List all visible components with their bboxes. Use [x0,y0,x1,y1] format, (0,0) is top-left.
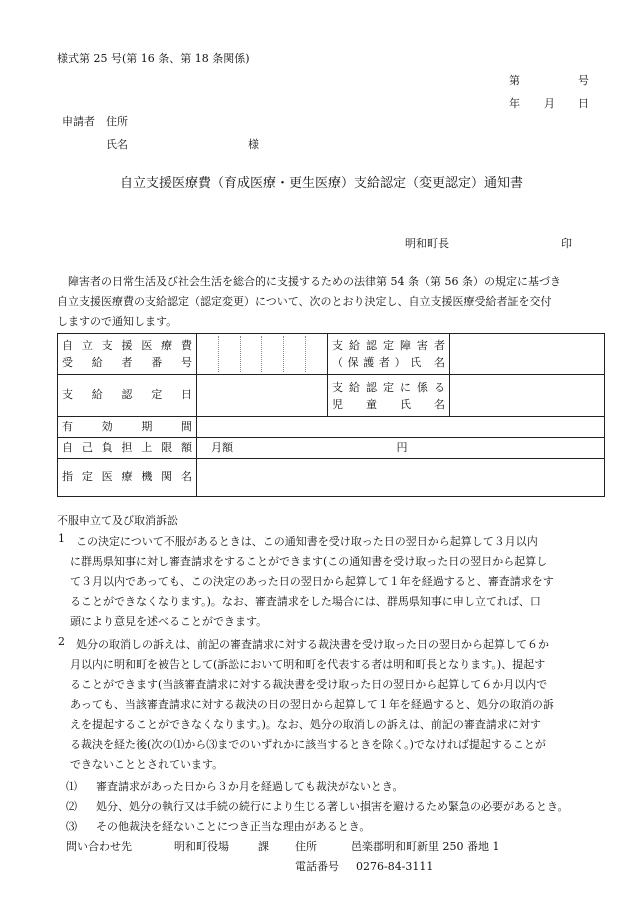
contact-section: 課 [258,840,269,853]
contact-label: 問い合わせ先 [66,840,132,853]
contact-office: 明和町役場 [174,840,229,853]
appeal-item1: この決定について不服があるときは、この通知書を受け取った日の翌日から起算して３月以内 に群馬県知事に対し審査請求をすることができます(この通知書を受け取った日の翌日から起算し て３月以内であっても、この決定のあった日の翌日から起算して１年を経過すると、審査請求をす ることができなくなります。)。なお、審査請求をした場合には、群馬県知事に申し立てれば、口 頭により意見を述べることができます。 [70,535,554,628]
child-value[interactable] [450,375,605,417]
contact-phone: 0276-84-3111 [356,860,434,873]
cert-person-label: 支 給 認 定 障 害 者 （保護者）氏 名 [328,334,450,375]
applicant-honorific: 様 [248,138,259,151]
doc-number-prefix: 第 [509,74,520,87]
cert-date-label: 支 給 認 定 日 [58,375,197,417]
date-month: 月 [544,97,555,110]
recipient-number-label: 自 立 支 援 医 療 費 受 給 者 番 号 [58,334,197,375]
date-day: 日 [578,97,589,110]
valid-period-label: 有 効 期 間 [58,417,197,438]
child-label: 支 給 認 定 に 係 る 児 童 氏 名 [328,375,450,417]
sub-item-3-text: その他裁決を経ないことにつき正当な理由があるとき。 [96,820,371,833]
appeal-heading: 不服申立て及び取消訴訟 [57,514,178,527]
applicant-name-label: 氏名 [106,138,128,151]
applicant-address-label: 住所 [106,115,128,128]
digit-boxes [197,336,327,372]
intro-paragraph [57,272,589,332]
sub-item-2-text: 処分、処分の執行又は手続の続行により生じる著しい損害を避けるため緊急の必要があるとき。 [96,800,569,813]
page-title: 自立支援医療費（育成医療・更生医療）支給認定（変更認定）通知書 [120,176,524,191]
contact-address-label: 住所 [295,840,317,853]
contact-phone-label: 電話番号 [295,860,339,873]
copay-month: 月額 [211,440,233,454]
sub-item-1-text: 審査請求があった日から３か月を経過しても裁決がないとき。 [96,780,404,793]
certification-table [57,333,605,497]
copay-yen: 円 [396,440,408,454]
intro-line: 障害者の日常生活及び社会生活を総合的に支援するための法律第 54 条（第 56 条）の規定に基づき [68,275,561,288]
cert-person-value[interactable] [450,334,605,375]
cert-date-value[interactable] [197,375,328,417]
appeal-item1-number: 1 [58,532,65,545]
copay-label: 自 己 負 担 上 限 額 [58,438,197,459]
doc-number-suffix: 号 [578,74,589,87]
issuer-name: 明和町長 [405,237,449,250]
applicant-label: 申請者 [62,115,95,128]
contact-address: 邑楽郡明和町新里 250 番地 1 [351,840,500,853]
sub-item-2-number: ⑵ [66,800,77,813]
intro-line: 自立支援医療費の支給認定（認定変更）について、次のとおり決定し、自立支援医療受給者証を交付 [57,295,552,308]
form-number: 様式第 25 号(第 16 条、第 18 条関係) [57,52,250,65]
recipient-number-boxes[interactable] [197,334,328,375]
institution-label: 指 定 医 療 機 関 名 [58,459,197,497]
date-year: 年 [509,97,520,110]
institution-value[interactable] [197,459,605,497]
sub-item-3-number: ⑶ [66,820,77,833]
appeal-item2-number: 2 [58,635,65,648]
intro-line: しますので通知します。 [57,315,178,328]
valid-period-value[interactable] [197,417,605,438]
sub-item-1-number: ⑴ [66,780,77,793]
appeal-item2: 処分の取消しの訴えは、前記の審査請求に対する裁決書を受け取った日の翌日から起算して６か 月以内に明和町を被告として(訴訟において明和町を代表する者は明和町長となります。)、提起す ることができます(当該審査請求に対する裁決書を受け取った日の翌日から起算して６か月以内で あっても、当該審査請求に対する裁決の日の翌日から起算して１年を経過すると、処分の取消の訴 えを提起することができなくなります。)。なお、処分の取消しの訴えは、前記の審査請求に対す る裁決を経た後(次の⑴から⑶までのいずれかに該当するときを除く。)でなければ提起することが できないこととされています。 [70,638,554,771]
issuer-seal: 印 [561,237,572,250]
copay-value[interactable] [197,438,605,459]
